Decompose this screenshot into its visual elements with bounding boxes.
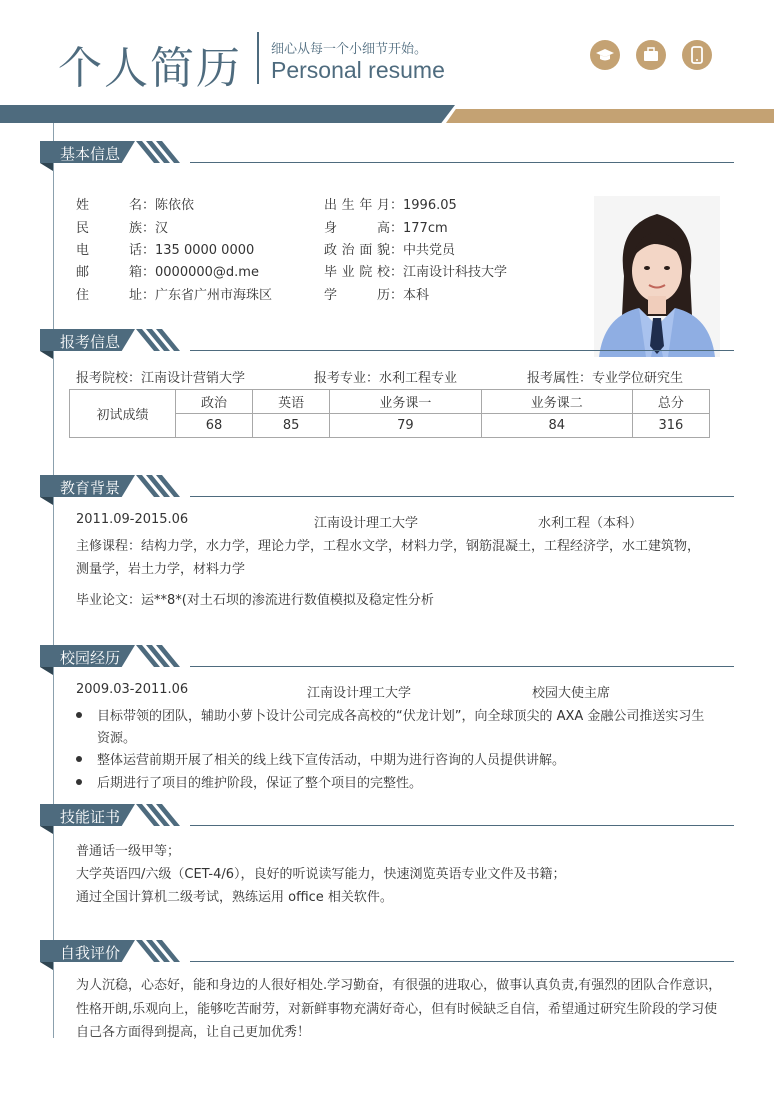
campus-role: 校园大使主席 <box>532 686 611 701</box>
degree-label: 学 历 <box>324 288 390 303</box>
slogan: 细心从每一个小细节开始。 <box>271 42 428 57</box>
address-row: 住 址：广东省广州市海珠区 <box>76 284 272 303</box>
school-value: 江南设计科技大学 <box>403 265 508 280</box>
education-major: 水利工程（本科） <box>538 516 643 531</box>
section-title: 校园经历 <box>60 649 121 667</box>
self-eval-line: 为人沉稳，心态好，能和身边的人很好相处.学习勤奋，有很强的进取心，做事认真负责,有强烈的团队合作意识， <box>76 978 722 993</box>
bullet-dot <box>76 756 82 762</box>
email-row: 邮 箱：0000000@d.me <box>76 261 259 280</box>
politics-row: 政治面貌：中共党员 <box>324 239 455 258</box>
resume-header <box>0 0 774 130</box>
skill-line: 普通话一级甲等； <box>76 844 181 859</box>
section-line <box>190 496 734 497</box>
birth-row: 出生年月：1996.05 <box>324 194 457 213</box>
table-row <box>70 390 710 414</box>
section-campus-header <box>40 645 734 671</box>
table-cell: 316 <box>632 414 709 438</box>
section-line <box>190 825 734 826</box>
section-line <box>190 162 734 163</box>
skill-line: 通过全国计算机二级考试，熟练运用 office 相关软件。 <box>76 890 393 905</box>
ethnic-value: 汉 <box>155 221 169 236</box>
section-title: 基本信息 <box>60 145 121 163</box>
exam-type: 报考属性：专业学位研究生 <box>527 371 684 386</box>
section-line <box>190 666 734 667</box>
section-stripes <box>130 804 205 826</box>
table-header-cell: 总分 <box>632 390 709 414</box>
section-exam-header <box>40 329 734 355</box>
table-cell: 85 <box>253 414 330 438</box>
self-eval-line: 性格开朗,乐观向上，能够吃苦耐劳，对新鲜事物充满好奇心，但有时候缺乏自信，希望通过研究生阶段的学习使 <box>76 1002 718 1017</box>
section-stripes <box>130 475 205 497</box>
phone-row: 电 话：135 0000 0000 <box>76 239 254 258</box>
section-stripes <box>130 940 205 962</box>
exam-major: 报考专业：水利工程专业 <box>314 371 458 386</box>
bullet-dot <box>76 779 82 785</box>
table-cell: 84 <box>481 414 632 438</box>
self-eval-line: 自己各方面得到提高，让自己更加优秀！ <box>76 1025 311 1040</box>
section-fold <box>40 497 53 505</box>
section-title: 报考信息 <box>60 333 121 351</box>
scores-row-label: 初试成绩 <box>70 390 176 438</box>
skill-line: 大学英语四/六级（CET-4/6），良好的听说读写能力，快速浏览英语专业文件及书籍； <box>76 867 566 882</box>
table-cell: 68 <box>176 414 253 438</box>
table-header-cell: 政治 <box>176 390 253 414</box>
briefcase-icon <box>636 40 666 70</box>
list-item: 目标带领的团队，辅助小萝卜设计公司完成各高校的“伏龙计划”，向全球顶尖的 AXA 金融公司推送实习生 <box>97 709 705 724</box>
section-stripes <box>130 645 205 667</box>
address-value: 广东省广州市海珠区 <box>155 288 273 303</box>
phone-value: 135 0000 0000 <box>155 243 255 258</box>
campus-school: 江南设计理工大学 <box>307 686 412 701</box>
header-band-gold <box>446 109 774 123</box>
politics-value: 中共党员 <box>403 243 456 258</box>
education-thesis: 毕业论文：运**8*(对土石坝的渗流进行数值模拟及稳定性分析 <box>76 593 434 608</box>
ethnic-label: 民 族 <box>76 221 142 236</box>
email-value: 0000000@d.me <box>155 265 259 280</box>
section-title: 教育背景 <box>60 479 121 497</box>
bullet-dot <box>76 712 82 718</box>
education-school: 江南设计理工大学 <box>314 516 419 531</box>
section-fold <box>40 962 53 970</box>
table-header-cell: 业务课一 <box>330 390 481 414</box>
height-row: 身 高：177cm <box>324 217 448 236</box>
section-self-header <box>40 940 734 966</box>
section-title: 自我评价 <box>60 944 121 962</box>
degree-value: 本科 <box>403 288 430 303</box>
ethnic-row: 民 族：汉 <box>76 217 168 236</box>
phone-label: 电 话 <box>76 243 142 258</box>
list-item: 后期进行了项目的维护阶段，保证了整个项目的完整性。 <box>97 776 423 791</box>
scores-table <box>69 389 710 438</box>
section-stripes <box>130 329 205 351</box>
section-line <box>190 350 734 351</box>
school-label: 毕业院校 <box>324 265 390 280</box>
address-label: 住 址 <box>76 288 142 303</box>
birth-label: 出生年月 <box>324 198 390 213</box>
email-label: 邮 箱 <box>76 265 142 280</box>
school-row: 毕业院校：江南设计科技大学 <box>324 261 507 280</box>
name-value: 陈依依 <box>155 198 195 213</box>
name-label: 姓 名 <box>76 198 142 213</box>
section-title: 技能证书 <box>60 808 121 826</box>
section-line <box>190 961 734 962</box>
section-fold <box>40 826 53 834</box>
section-basic-header <box>40 141 734 167</box>
section-fold <box>40 351 53 359</box>
education-period: 2011.09-2015.06 <box>76 512 189 527</box>
header-band-blue <box>0 105 455 123</box>
section-fold <box>40 163 53 171</box>
name-row: 姓 名：陈依依 <box>76 194 194 213</box>
title-divider <box>257 32 259 84</box>
section-fold <box>40 667 53 675</box>
politics-label: 政治面貌 <box>324 243 390 258</box>
campus-period: 2009.03-2011.06 <box>76 682 189 697</box>
timeline-line <box>53 123 54 1038</box>
table-cell: 79 <box>330 414 481 438</box>
education-courses-cont: 测量学，岩土力学，材料力学 <box>76 562 246 577</box>
height-value: 177cm <box>403 221 448 236</box>
degree-row: 学 历：本科 <box>324 284 429 303</box>
list-item: 整体运营前期开展了相关的线上线下宣传活动，中期为进行咨询的人员提供讲解。 <box>97 753 566 768</box>
exam-school: 报考院校：江南设计营销大学 <box>76 371 246 386</box>
height-label: 身 高 <box>324 221 390 236</box>
table-header-cell: 业务课二 <box>481 390 632 414</box>
phone-icon <box>682 40 712 70</box>
list-item-cont: 资源。 <box>97 731 137 746</box>
birth-value: 1996.05 <box>403 198 457 213</box>
graduation-cap-icon <box>590 40 620 70</box>
education-courses: 主修课程：结构力学，水力学，理论力学，工程水文学，材料力学，钢筋混凝土，工程经济学，水工建筑物， <box>76 539 701 554</box>
section-education-header <box>40 475 734 501</box>
section-skills-header <box>40 804 734 830</box>
page-title: 个人简历 <box>58 43 242 94</box>
section-stripes <box>130 141 205 163</box>
table-header-cell: 英语 <box>253 390 330 414</box>
english-title: Personal resume <box>271 57 445 83</box>
